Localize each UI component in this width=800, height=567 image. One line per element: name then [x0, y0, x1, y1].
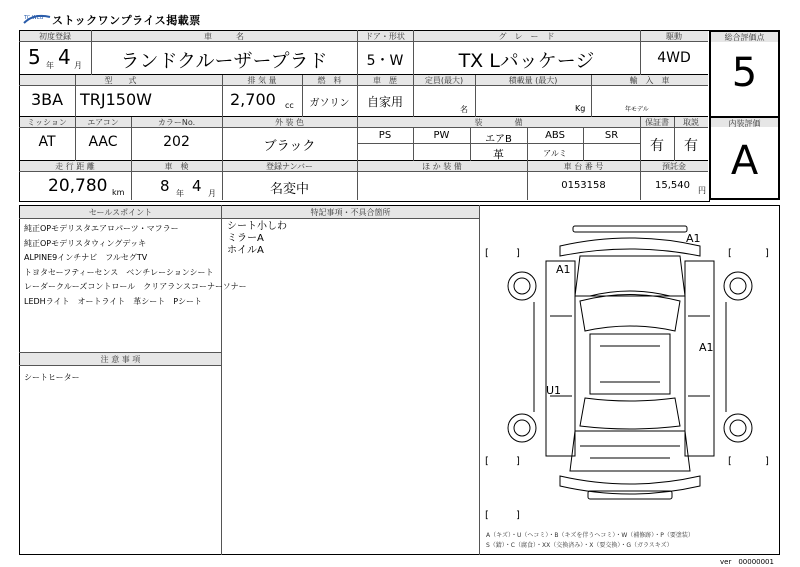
color-no-header: カラーNo.: [157, 118, 196, 127]
equip-abs-header: ABS: [545, 130, 565, 141]
mission-header: ミッション: [27, 118, 67, 127]
svg-text:]: ]: [765, 456, 769, 467]
inspection-year-unit: 年: [176, 189, 184, 198]
caution-header: 注 意 事 項: [100, 355, 141, 364]
plate-value: 名変中: [269, 182, 309, 197]
caution-list: [24, 372, 80, 383]
svg-text:[: [: [485, 456, 489, 467]
manual-value: 有: [684, 138, 698, 154]
inspection-month: 4: [192, 177, 202, 195]
selling-points-list: [24, 222, 247, 309]
list-item: LEDHライト オートライト 革シート Pシート: [24, 296, 203, 306]
selling-points-header: セールスポイント: [88, 208, 153, 217]
interior-score-header: 内装評価: [728, 119, 761, 128]
damage-legend-line2: S（錆）・C（腐食）・XX（交換済み）・X（要交換）・G（ガラスキズ）: [486, 542, 673, 549]
capacity-header: 定員(最大): [424, 76, 464, 85]
inspection-year: 8: [160, 177, 170, 195]
plate-header: 登録ナンバー: [265, 162, 314, 171]
deposit-header: 預託金: [662, 162, 686, 171]
list-item: レーダークルーズコントロール クリアランスコーナーソナー: [24, 282, 247, 291]
drive-header: 駆動: [666, 32, 682, 41]
mileage-unit: km: [112, 188, 125, 197]
displacement-unit: cc: [285, 101, 294, 110]
site-logo: [22, 12, 52, 26]
version-label: ver 00000001: [720, 558, 774, 566]
list-item: 純正OPモデリスタエアロパーツ・マフラー: [24, 224, 179, 233]
list-item: ミラーA: [227, 233, 264, 244]
drive-value: 4WD: [657, 50, 691, 66]
svg-text:]: ]: [765, 248, 769, 259]
damage-mark: A1: [556, 263, 571, 276]
damage-diagram: [480, 206, 779, 554]
inspection-month-unit: 月: [208, 189, 216, 198]
aircon-value: AAC: [88, 134, 118, 150]
damage-mark: U1: [546, 384, 562, 397]
door-value: 5・W: [366, 53, 404, 69]
displacement-header: 排 気 量: [247, 76, 277, 85]
car-name-header: 車 名: [204, 32, 244, 41]
warranty-value: 有: [650, 138, 664, 154]
first-reg-header: 初度登録: [39, 32, 71, 41]
svg-text:[: [: [728, 248, 732, 259]
year-unit: 年: [46, 61, 54, 70]
door-header: ドア・形状: [365, 32, 405, 41]
load-unit: Kg: [575, 104, 586, 113]
deposit-value: 15,540: [655, 180, 690, 191]
list-item: 純正OPモデリスタウィングデッキ: [24, 238, 147, 248]
equipment-header: 装 備: [474, 118, 523, 127]
list-item: シート小しわ: [227, 221, 287, 232]
history-value: 自家用: [366, 95, 403, 109]
load-header: 積載量 (最大): [508, 76, 558, 85]
interior-score-value: A: [730, 138, 759, 184]
damage-mark: A1: [699, 341, 714, 354]
fuel-header: 燃 料: [317, 76, 342, 85]
exterior-color-value: ブラック: [263, 139, 316, 154]
mission-value: AT: [38, 134, 56, 150]
chassis-value: 0153158: [561, 180, 606, 191]
other-equip-header: ほ か 装 備: [422, 162, 462, 171]
car-outline-icon: [480, 206, 779, 554]
svg-text:]: ]: [516, 248, 520, 259]
warranty-header: 保証書: [645, 118, 669, 127]
logo-text: TC-WEB: [24, 15, 44, 21]
page-title: ストックワンプライス掲載票: [52, 14, 201, 27]
chassis-header: 車 台 番 号: [563, 162, 604, 171]
inspection-header: 車 検: [164, 162, 189, 171]
overall-score-value: 5: [731, 50, 758, 96]
equip-airbag-value: 革: [493, 148, 504, 161]
equip-sr-header: SR: [604, 130, 619, 141]
model-header: 型 式: [104, 76, 137, 85]
equip-pw-header: PW: [433, 130, 450, 141]
grade-header: グ レ ー ド: [498, 32, 555, 41]
overall-score-header: 総合評価点: [724, 33, 765, 42]
first-reg-year: 5: [28, 45, 41, 69]
notes-list: [227, 221, 287, 257]
aircon-header: エアコン: [87, 118, 119, 127]
list-item: トヨタセーフティーセンス ベンチレーションシート: [24, 267, 214, 277]
svg-text:[: [: [485, 510, 489, 521]
list-item: シートヒーター: [24, 373, 80, 382]
equip-airbag-header: エアB: [485, 134, 512, 145]
damage-legend-line1: A（キズ）・U（ヘコミ）・B（キズを伴うヘコミ）・W（補修跡）・P（要塗装）: [486, 532, 694, 539]
first-reg-month: 4: [58, 45, 71, 69]
svg-text:]: ]: [516, 510, 520, 521]
model-value: TRJ150W: [80, 90, 152, 109]
history-header: 車 歴: [373, 76, 397, 85]
list-item: ALPINE9インチナビ フルセグTV: [24, 253, 148, 262]
notes-header: 特記事項・不具合箇所: [310, 208, 391, 217]
deposit-unit: 円: [698, 186, 706, 195]
color-no-value: 202: [163, 134, 190, 150]
mileage-header: 走 行 距 離: [55, 162, 95, 171]
exterior-color-header: 外 装 色: [274, 118, 305, 127]
svg-text:[: [: [485, 248, 489, 259]
import-header: 輸 入 車: [629, 76, 670, 85]
import-unit: 年モデル: [625, 106, 649, 113]
model-prefix: 3BA: [30, 90, 64, 109]
month-unit: 月: [74, 61, 82, 70]
equip-ps-header: PS: [378, 130, 392, 141]
damage-mark: A1: [686, 232, 701, 245]
svg-text:]: ]: [516, 456, 520, 467]
capacity-unit: 名: [460, 105, 468, 114]
fuel-value: ガソリン: [309, 98, 350, 109]
grade-value: TX Lパッケージ: [458, 50, 595, 72]
car-name-value: ランドクルーザープラド: [120, 50, 328, 72]
list-item: ホイルA: [227, 245, 264, 256]
displacement-value: 2,700: [230, 90, 276, 109]
equip-abs-value: アルミ: [543, 149, 567, 158]
manual-header: 取説: [683, 118, 699, 127]
svg-text:[: [: [728, 456, 732, 467]
mileage-value: 20,780: [48, 176, 108, 196]
